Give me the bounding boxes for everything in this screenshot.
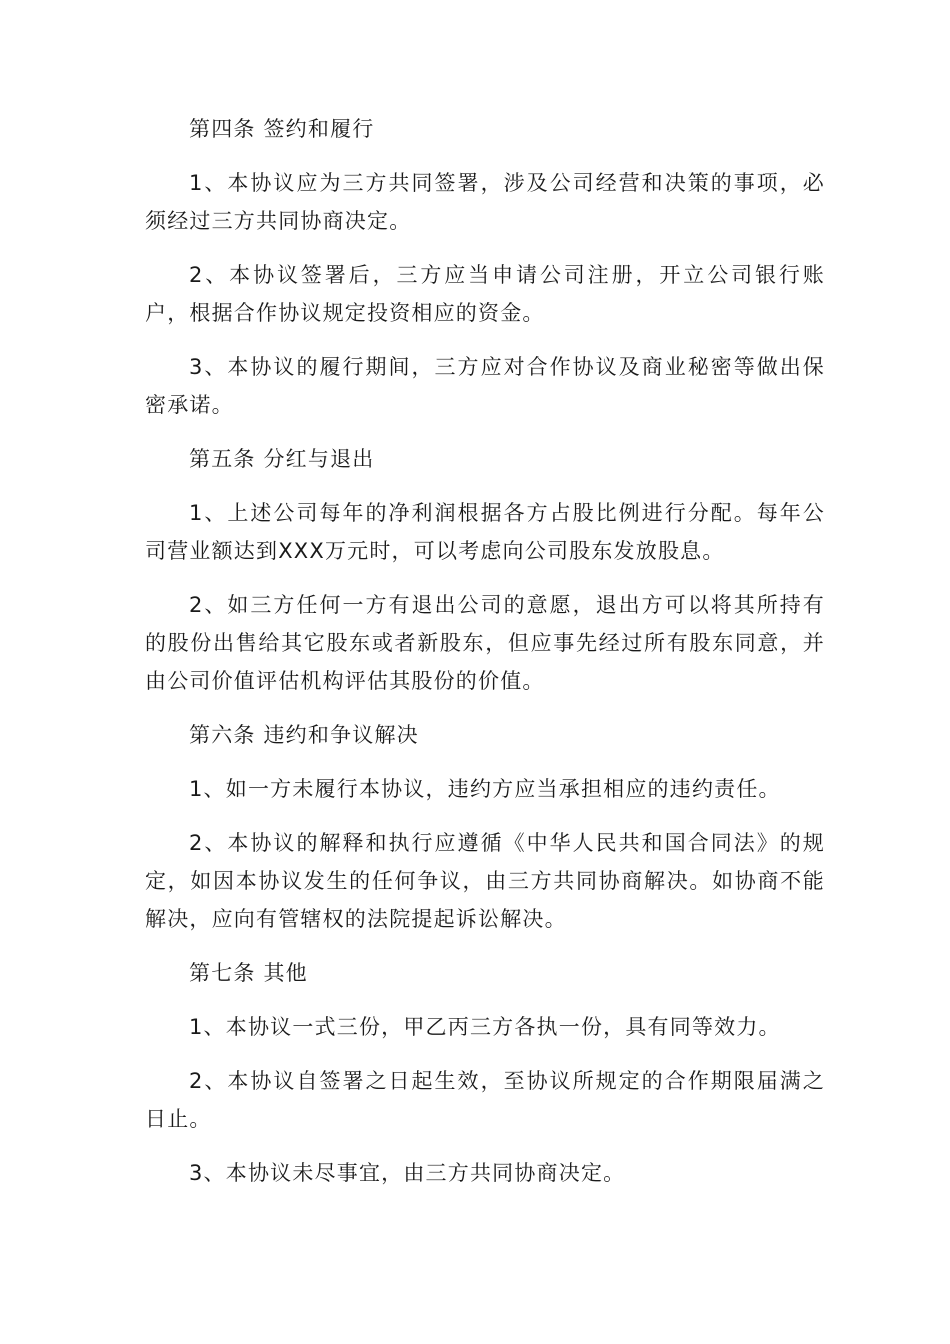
article-4-heading: 第四条 签约和履行: [189, 117, 375, 141]
article-6-clause-2: 2、本协议的解释和执行应遵循《中华人民共和国合同法》的规定，如因本协议发生的任何争议，由三方共同协商解决。如协商不能解决，应向有管辖权的法院提起诉讼解决。: [145, 831, 825, 931]
article-4-clause-2: 2、本协议签署后，三方应当申请公司注册，开立公司银行账户，根据合作协议规定投资相应的资金。: [145, 263, 825, 325]
article-5-clause-2: 2、如三方任何一方有退出公司的意愿，退出方可以将其所持有的股份出售给其它股东或者新股东，但应事先经过所有股东同意，并由公司价值评估机构评估其股份的价值。: [145, 593, 825, 693]
article-6-clause-1: 1、如一方未履行本协议，违约方应当承担相应的违约责任。: [189, 777, 781, 801]
article-7-clause-3: 3、本协议未尽事宜，由三方共同协商决定。: [189, 1161, 626, 1185]
article-7-heading: 第七条 其他: [189, 961, 308, 985]
article-7-clause-1: 1、本协议一式三份，甲乙丙三方各执一份，具有同等效力。: [189, 1015, 781, 1039]
article-6-heading: 第六条 违约和争议解决: [189, 723, 419, 747]
article-4-clause-1: 1、本协议应为三方共同签署，涉及公司经营和决策的事项，必须经过三方共同协商决定。: [145, 171, 825, 233]
article-7-clause-2: 2、本协议自签署之日起生效，至协议所规定的合作期限届满之日止。: [145, 1069, 825, 1131]
article-5-heading: 第五条 分红与退出: [189, 447, 375, 471]
document-body: [145, 110, 825, 1192]
article-5-clause-1: 1、上述公司每年的净利润根据各方占股比例进行分配。每年公司营业额达到XXX万元时，可以考虑向公司股东发放股息。: [145, 501, 825, 563]
article-4-clause-3: 3、本协议的履行期间，三方应对合作协议及商业秘密等做出保密承诺。: [145, 355, 825, 417]
